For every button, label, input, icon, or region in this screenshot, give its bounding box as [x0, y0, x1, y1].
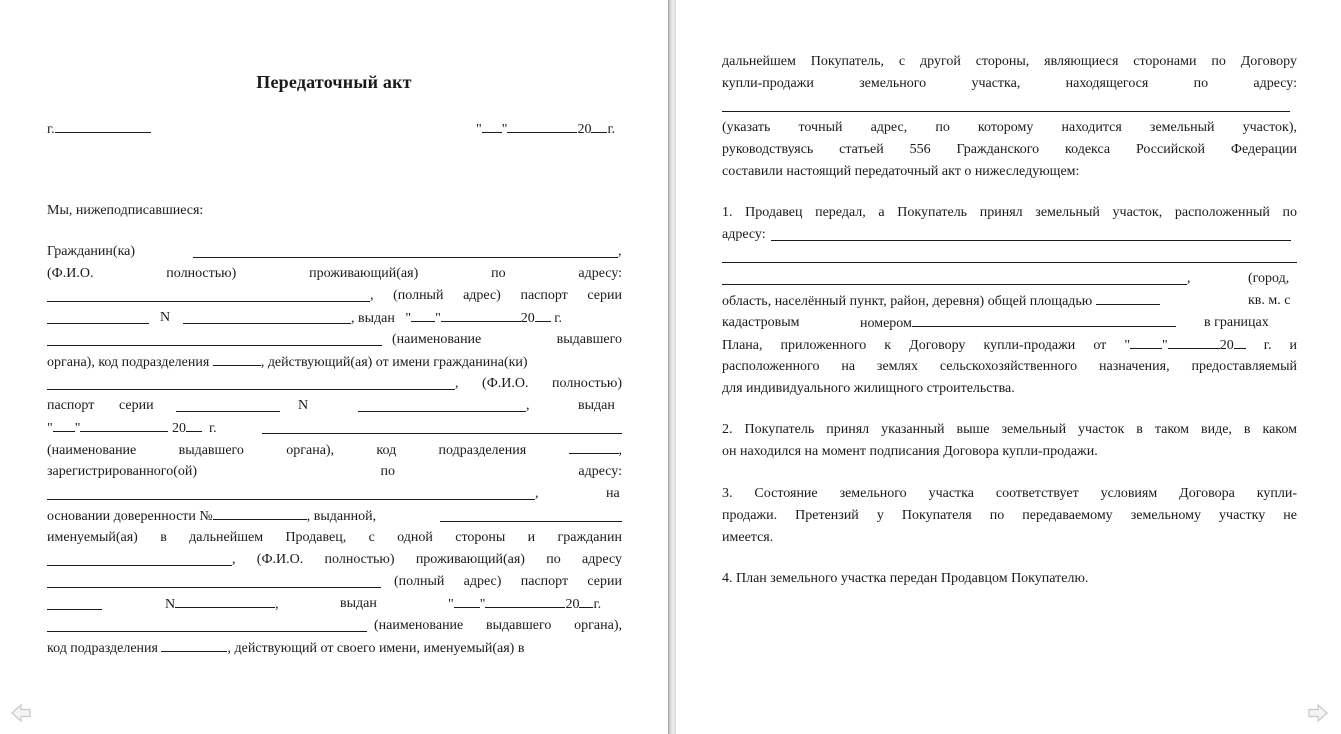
comma: , [1187, 271, 1191, 286]
registered-address-blank [47, 499, 535, 500]
registered-row: зарегистрированного(ой) по адресу: [47, 464, 623, 479]
parcel-address-blank-2 [722, 262, 1297, 263]
passport-number-blank [183, 323, 351, 324]
page-divider [668, 0, 676, 734]
plan-row: Плана, приложенного к Договору купли-продажи от " " 20 г. и [722, 338, 1297, 353]
text-line: расположенного на землях сельскохозяйственного назначения, предоставляемый [722, 359, 1297, 374]
comma: , [618, 244, 622, 259]
text-line: составили настоящий передаточный акт о нижеследующем: [722, 164, 1080, 179]
sq-m-label: кв. м. с [1248, 293, 1291, 308]
parcel-address-blank-3 [722, 284, 1187, 285]
fio-label: , (Ф.И.О. полностью) [455, 376, 622, 391]
document-title: Передаточный акт [256, 72, 412, 92]
clause-1: 1. Продавец передал, а Покупатель принял земельный участок, расположенный по [722, 205, 1297, 220]
number-label-2: N [298, 398, 309, 413]
buyer-code-row: код подразделения , действующий от своего имени, именуемый(ая) в [47, 641, 525, 656]
issue-date-2: " " 20 г. [47, 421, 217, 436]
series-blank-2 [176, 411, 280, 412]
issuer-code-row: (наименование выдавшего органа), код подразделения , [47, 443, 622, 458]
text-line: руководствуясь статьей 556 Гражданского кодекса Российской Федерации [722, 142, 1297, 157]
issuer-blank-2 [262, 433, 622, 434]
issuing-authority-label: (наименование выдавшего [392, 332, 622, 347]
text-line: (указать точный адрес, по которому находится земельный участок), [722, 120, 1297, 135]
passport-series-blank [47, 323, 149, 324]
seller-text: именуемый(ая) в дальнейшем Продавец, с одной стороны и гражданин [47, 530, 622, 545]
citizen-name-blank [193, 257, 618, 258]
clause-4: 4. План земельного участка передан Продавцом Покупателю. [722, 571, 1089, 586]
next-page-button[interactable] [1307, 702, 1329, 724]
within-borders-label: в границах [1204, 315, 1269, 330]
on-label: на [606, 486, 620, 501]
text-line: он находился на момент подписания Договора купли-продажи. [722, 444, 1098, 459]
fio-row: (Ф.И.О. полностью) проживающий(ая) по адресу: [47, 266, 623, 281]
issued-date: , выдан " " 20 г. [351, 311, 562, 326]
buyer-address-blank [47, 587, 381, 588]
comma: , [535, 486, 539, 501]
arrow-left-icon [10, 702, 32, 724]
series-label: серии [119, 398, 154, 413]
clause-3: 3. Состояние земельного участка соответствует условиям Договора купли- [722, 486, 1297, 501]
cadastral-number: номером [860, 314, 1176, 333]
buyer-number: N , [165, 597, 279, 612]
intro-text: Мы, нижеподписавшиеся: [47, 203, 204, 218]
city-field: г. [47, 120, 151, 139]
buyer-issued-label: выдан [340, 596, 377, 611]
citizen-label: Гражданин(ка) [47, 244, 136, 259]
city-label: (город, [1248, 271, 1290, 286]
address-blank [47, 301, 370, 302]
buyer-issue-date: " " 20 г. [448, 597, 602, 612]
left-page [0, 0, 668, 734]
area-row: область, населённый пункт, район, деревня) общей площадью [722, 292, 1160, 311]
cadastral-label: кадастровым [722, 315, 800, 330]
buyer-issuer-blank [47, 631, 367, 632]
comma: , [526, 398, 530, 413]
buyer-fio-text: , (Ф.И.О. полностью) проживающий(ая) по адресу [232, 552, 622, 567]
buyer-passport-text: (полный адрес) паспорт серии [394, 574, 622, 589]
date-field: " " 20 г. [476, 122, 616, 137]
buyer-name-blank [47, 565, 232, 566]
principal-name-blank [47, 389, 455, 390]
arrow-right-icon [1307, 702, 1329, 724]
passport-label: паспорт [47, 398, 95, 413]
text-line: для индивидуального жилищного строительства. [722, 381, 1015, 396]
buyer-issuer-label: (наименование выдавшего органа), [374, 618, 622, 633]
issuing-authority-blank [47, 345, 382, 346]
division-code-row: органа), код подразделения , действующий(ая) от имени гражданина(ки) [47, 355, 528, 370]
previous-page-button[interactable] [10, 702, 32, 724]
passport-number-label: N [160, 310, 171, 325]
attorney-issuer-blank [440, 521, 622, 522]
right-page [676, 0, 1341, 734]
number-blank-2 [358, 411, 526, 412]
text-line: продажи. Претензий у Покупателя по передаваемому земельному участку не [722, 508, 1297, 523]
text-line: купли-продажи земельного участка, находящегося по адресу: [722, 76, 1297, 91]
address-label: адресу: [722, 227, 766, 242]
power-of-attorney-row: основании доверенности № , выданной, [47, 509, 377, 524]
text-line: имеется. [722, 530, 774, 545]
parcel-address-blank-1 [771, 240, 1291, 241]
clause-2: 2. Покупатель принял указанный выше земельный участок в таком виде, в каком [722, 422, 1297, 437]
issued-label: выдан [578, 398, 615, 413]
property-address-blank [722, 111, 1290, 112]
buyer-series-blank [47, 609, 102, 610]
text-line: дальнейшем Покупатель, с другой стороны, являющиеся сторонами по Договору [722, 54, 1297, 69]
address-passport-text: , (полный адрес) паспорт серии [370, 288, 622, 303]
